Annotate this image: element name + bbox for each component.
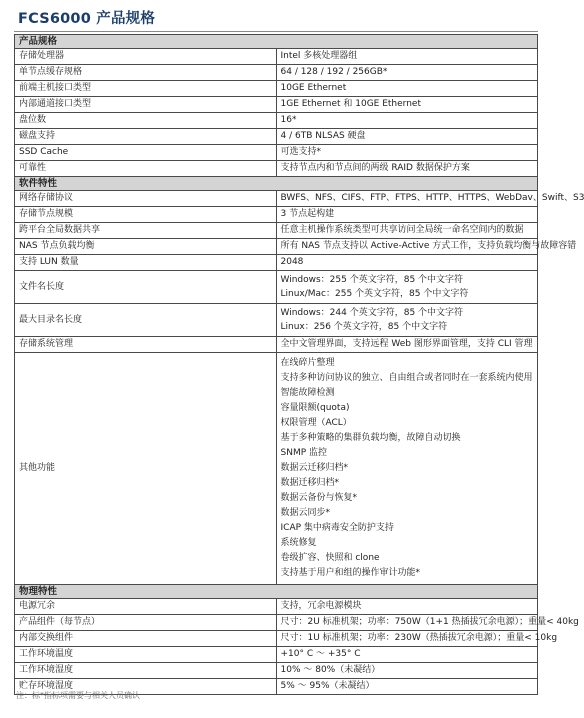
- spec-value-line: Windows：244 个英文字符，85 个中文字符: [280, 308, 464, 318]
- spec-key: 磁盘支持: [15, 129, 277, 145]
- section-title: 软件特性: [15, 177, 538, 191]
- spec-key: 存储系统管理: [15, 337, 277, 353]
- spec-row: [15, 223, 538, 239]
- spec-key: 支持 LUN 数量: [15, 255, 277, 271]
- spec-value: 所有 NAS 节点支持以 Active-Active 方式工作，支持负载均衡与故障容错: [276, 239, 538, 255]
- spec-key: 跨平台全局数据共享: [15, 223, 277, 239]
- spec-value: 可选支持*: [276, 145, 538, 161]
- spec-value-line: 支持多种访问协议的独立、自由组合或者同时在一套系统内使用: [280, 373, 533, 383]
- spec-key: 文件名长度: [15, 271, 277, 304]
- spec-row: [15, 191, 538, 207]
- spec-value: 支持节点内和节点间的两级 RAID 数据保护方案: [276, 161, 538, 177]
- spec-key: 工作环境湿度: [15, 663, 277, 679]
- section-header-row: [15, 35, 538, 49]
- spec-key: 网络存储协议: [15, 191, 277, 207]
- spec-key: NAS 节点负载均衡: [15, 239, 277, 255]
- spec-row: [15, 97, 538, 113]
- spec-value-line: 卷级扩容、快照和 clone: [280, 553, 380, 563]
- spec-value-line: 智能故障检测: [280, 388, 335, 398]
- spec-value: Intel 多核处理器组: [276, 49, 538, 65]
- spec-row: [15, 337, 538, 353]
- spec-value: 16*: [276, 113, 538, 129]
- spec-key: 贮存环境湿度: [15, 679, 277, 695]
- spec-row: [15, 49, 538, 65]
- spec-row: [15, 631, 538, 647]
- section-title: 物理特性: [15, 585, 538, 599]
- spec-value: [276, 271, 538, 304]
- spec-value: 4 / 6TB NLSAS 硬盘: [276, 129, 538, 145]
- spec-row: [15, 239, 538, 255]
- page-title: FCS6000 产品规格: [18, 11, 156, 27]
- spec-key: 存储节点规模: [15, 207, 277, 223]
- spec-value: 2048: [276, 255, 538, 271]
- spec-row: [15, 65, 538, 81]
- spec-value-line: 容量限额(quota): [280, 403, 350, 413]
- spec-row: [15, 161, 538, 177]
- spec-row: [15, 207, 538, 223]
- spec-value: 尺寸：2U 标准机架；功率：750W（1+1 热插拔冗余电源）；重量< 40kg: [276, 615, 538, 631]
- spec-row: [15, 113, 538, 129]
- spec-value-line: SNMP 监控: [280, 448, 327, 458]
- spec-value: 64 / 128 / 192 / 256GB*: [276, 65, 538, 81]
- spec-value: [276, 353, 538, 585]
- spec-key: 最大目录名长度: [15, 304, 277, 337]
- spec-value-line: 数据云备份与恢复*: [280, 493, 358, 503]
- footnote: 注：标*指标项需要与相关人员确认: [16, 691, 140, 700]
- spec-value: 全中文管理界面，支持远程 Web 图形界面管理，支持 CLI 管理: [276, 337, 538, 353]
- spec-row: [15, 647, 538, 663]
- spec-value-line: 数据云迁移归档*: [280, 463, 349, 473]
- spec-row: [15, 129, 538, 145]
- spec-key: 前端主机接口类型: [15, 81, 277, 97]
- spec-key: 内部通道接口类型: [15, 97, 277, 113]
- spec-row: [15, 81, 538, 97]
- spec-value: +10° C ～ +35° C: [276, 647, 538, 663]
- spec-value-line: Linux：256 个英文字符，85 个中文字符: [280, 322, 448, 332]
- spec-value: 3 节点起构建: [276, 207, 538, 223]
- section-header-row: [15, 585, 538, 599]
- spec-key: 内部交换组件: [15, 631, 277, 647]
- spec-key: 单节点缓存规格: [15, 65, 277, 81]
- section-header-row: [15, 177, 538, 191]
- spec-value-line: 在线碎片整理: [280, 358, 335, 368]
- spec-key: 其他功能: [15, 353, 277, 585]
- spec-key: 工作环境温度: [15, 647, 277, 663]
- spec-value-line: 数据迁移归档*: [280, 478, 340, 488]
- spec-row: [15, 353, 538, 585]
- spec-row: [15, 663, 538, 679]
- spec-key: 产品组件（每节点）: [15, 615, 277, 631]
- title-divider: [14, 31, 538, 32]
- spec-value: 10GE Ethernet: [276, 81, 538, 97]
- spec-value-line: 数据云同步*: [280, 508, 331, 518]
- spec-value-line: Linux/Mac：255 个英文字符，85 个中文字符: [280, 289, 469, 299]
- spec-value-line: 系统修复: [280, 538, 317, 548]
- spec-key: 盘位数: [15, 113, 277, 129]
- spec-value: 5% ～ 95%（未凝结）: [276, 679, 538, 695]
- spec-value-line: Windows：255 个英文字符，85 个中文字符: [280, 275, 464, 285]
- spec-value-line: 基于多种策略的集群负载均衡，故障自动切换: [280, 433, 461, 443]
- spec-key: SSD Cache: [15, 145, 277, 161]
- spec-row: [15, 599, 538, 615]
- spec-key: 存储处理器: [15, 49, 277, 65]
- spec-value: 支持，冗余电源模块: [276, 599, 538, 615]
- spec-value: 10% ～ 80%（未凝结）: [276, 663, 538, 679]
- spec-row: [15, 271, 538, 304]
- spec-value-line: ICAP 集中病毒安全防护支持: [280, 523, 394, 533]
- spec-table: [14, 34, 584, 695]
- spec-key: 电源冗余: [15, 599, 277, 615]
- spec-value: [276, 304, 538, 337]
- spec-row: [15, 304, 538, 337]
- spec-row: [15, 145, 538, 161]
- spec-value-line: 支持基于用户和组的操作审计功能*: [280, 568, 421, 578]
- spec-value: 尺寸：1U 标准机架；功率：230W（热插拔冗余电源）；重量< 10kg: [276, 631, 538, 647]
- section-title: 产品规格: [15, 35, 538, 49]
- spec-key: 可靠性: [15, 161, 277, 177]
- spec-value: BWFS、NFS、CIFS、FTP、FTPS、HTTP、HTTPS、WebDav、Swift、S3: [276, 191, 538, 207]
- spec-row: [15, 615, 538, 631]
- spec-value-line: 权限管理（ACL）: [280, 418, 352, 428]
- spec-row: [15, 255, 538, 271]
- spec-value: 1GE Ethernet 和 10GE Ethernet: [276, 97, 538, 113]
- spec-value: 任意主机操作系统类型可共享访问全局统一命名空间内的数据: [276, 223, 538, 239]
